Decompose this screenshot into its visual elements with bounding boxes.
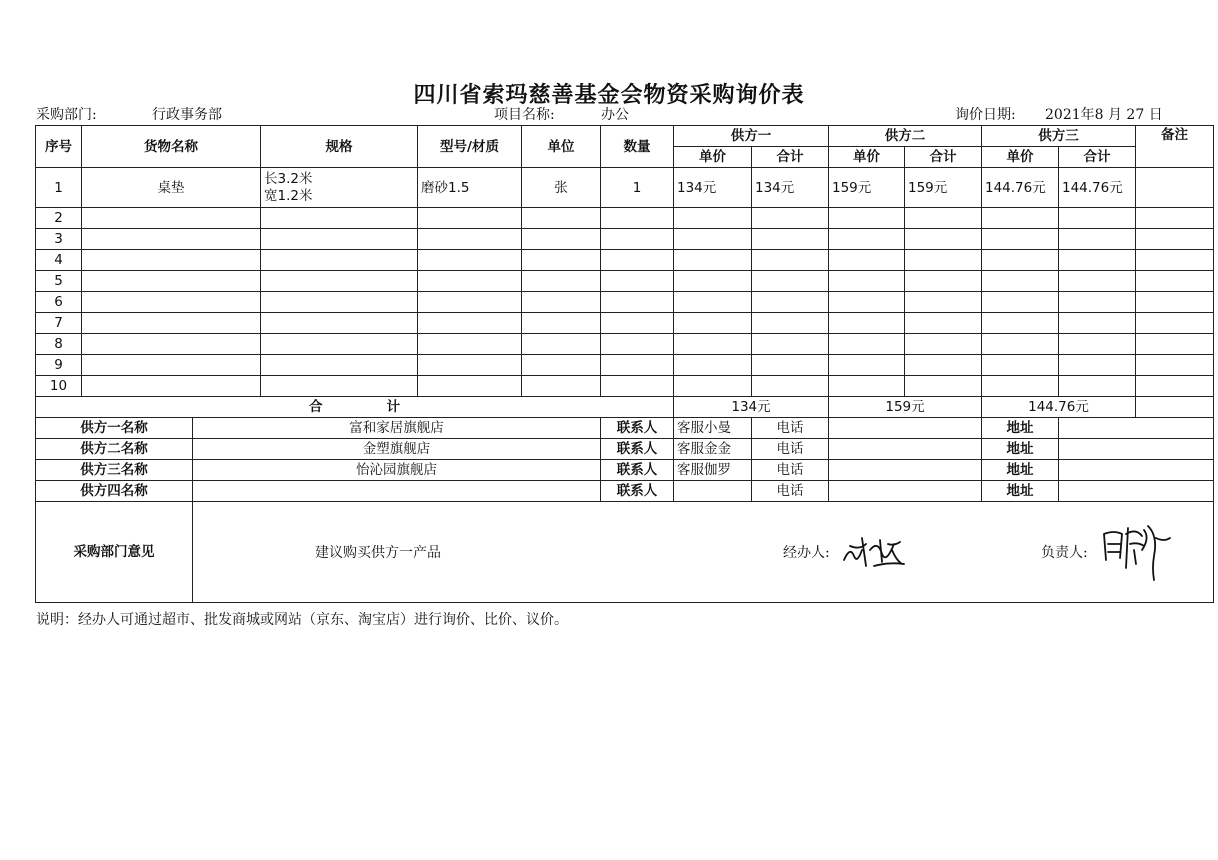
item-seq: 4 [36,250,82,271]
item-model [418,355,522,376]
project-value: 办公 [601,107,629,123]
phone-label: 电话 [752,418,829,439]
item-s1-price [674,292,752,313]
item-s1-price [674,355,752,376]
handler-signature [840,530,910,572]
totals-supplier-2: 159元 [829,397,982,418]
item-qty [601,334,674,355]
item-seq: 9 [36,355,82,376]
table-row [36,250,1214,271]
contact-label: 联系人 [601,439,674,460]
item-name [82,229,261,250]
table-row [36,334,1214,355]
item-name [82,208,261,229]
supplier-label: 供方三名称 [36,460,193,481]
project-label: 项目名称: [494,107,555,123]
item-s2-total [905,250,982,271]
header-supplier-1: 供方一 [674,126,829,147]
date-value: 2021年8 月 27 日 [1045,107,1163,123]
contact-value: 客服小曼 [674,418,752,439]
item-spec [261,229,418,250]
phone-value [829,418,982,439]
header-remark: 备注 [1136,126,1214,168]
item-s1-total [752,229,829,250]
item-unit [522,376,601,397]
opinion-label: 采购部门意见 [36,502,193,603]
item-model [418,250,522,271]
item-unit [522,313,601,334]
item-s1-total [752,271,829,292]
item-s3-price [982,229,1059,250]
supplier-row [36,481,1214,502]
item-s1-total [752,250,829,271]
item-s2-price [829,376,905,397]
address-value [1059,460,1214,481]
item-spec [261,208,418,229]
phone-label: 电话 [752,439,829,460]
item-remark [1136,271,1214,292]
address-label: 地址 [982,439,1059,460]
totals-remark [1136,397,1214,418]
item-s3-total [1059,271,1136,292]
item-s2-total [905,292,982,313]
item-remark [1136,313,1214,334]
item-spec [261,334,418,355]
supplier-label: 供方二名称 [36,439,193,460]
item-s2-total [905,313,982,334]
item-model: 磨砂1.5 [418,168,522,208]
item-s1-price: 134元 [674,168,752,208]
item-s3-price [982,334,1059,355]
item-s3-total [1059,208,1136,229]
item-unit [522,229,601,250]
item-s3-price [982,271,1059,292]
item-s2-price [829,334,905,355]
header-seq: 序号 [36,126,82,168]
form-title: 四川省索玛慈善基金会物资采购询价表 [413,82,805,108]
totals-label-char-2: 计 [386,399,400,415]
item-s1-total [752,376,829,397]
item-seq: 7 [36,313,82,334]
item-s1-price [674,250,752,271]
item-model [418,229,522,250]
manager-signature [1098,520,1178,586]
totals-row [36,397,1214,418]
item-remark [1136,168,1214,208]
item-qty: 1 [601,168,674,208]
dept-value: 行政事务部 [152,107,222,123]
header-s1-subtotal: 合计 [752,147,829,168]
phone-label: 电话 [752,481,829,502]
dept-label: 采购部门: [36,107,97,123]
item-remark [1136,250,1214,271]
item-s3-price: 144.76元 [982,168,1059,208]
header-s2-unit-price: 单价 [829,147,905,168]
item-seq: 3 [36,229,82,250]
item-name [82,313,261,334]
contact-label: 联系人 [601,460,674,481]
supplier-label: 供方四名称 [36,481,193,502]
item-s2-price [829,229,905,250]
header-s3-unit-price: 单价 [982,147,1059,168]
item-spec [261,313,418,334]
item-qty [601,229,674,250]
item-s2-price [829,271,905,292]
item-name [82,355,261,376]
item-s2-total [905,208,982,229]
item-spec-width: 宽1.2米 [264,187,313,204]
footnote: 说明：经办人可通过超市、批发商城或网站（京东、淘宝店）进行询价、比价、议价。 [36,612,568,628]
item-s2-price: 159元 [829,168,905,208]
address-value [1059,439,1214,460]
item-s1-price [674,334,752,355]
item-s1-price [674,313,752,334]
item-qty [601,271,674,292]
item-unit [522,334,601,355]
item-model [418,334,522,355]
item-s3-price [982,313,1059,334]
table-row [36,292,1214,313]
totals-label [36,397,674,418]
item-model [418,208,522,229]
phone-label: 电话 [752,460,829,481]
item-s2-price [829,355,905,376]
item-qty [601,292,674,313]
address-value [1059,418,1214,439]
item-qty [601,376,674,397]
item-s1-total [752,292,829,313]
table-row [36,168,1214,208]
phone-value [829,460,982,481]
header-supplier-3: 供方三 [982,126,1136,147]
supplier-row [36,460,1214,481]
item-unit [522,355,601,376]
item-s3-total [1059,376,1136,397]
item-s1-price [674,376,752,397]
item-qty [601,250,674,271]
item-s2-total [905,355,982,376]
item-spec [261,355,418,376]
item-seq: 1 [36,168,82,208]
item-model [418,271,522,292]
totals-supplier-1: 134元 [674,397,829,418]
item-spec [261,292,418,313]
item-qty [601,313,674,334]
supplier-name: 金塑旗舰店 [193,439,601,460]
header-name: 货物名称 [82,126,261,168]
contact-value: 客服金金 [674,439,752,460]
contact-value: 客服伽罗 [674,460,752,481]
item-s3-total [1059,292,1136,313]
item-name [82,250,261,271]
item-unit [522,250,601,271]
supplier-label: 供方一名称 [36,418,193,439]
item-unit: 张 [522,168,601,208]
item-seq: 8 [36,334,82,355]
header-model: 型号/材质 [418,126,522,168]
item-remark [1136,355,1214,376]
item-s2-total [905,271,982,292]
totals-label-char-1: 合 [309,399,323,415]
item-s3-price [982,376,1059,397]
supplier-name: 富和家居旗舰店 [193,418,601,439]
item-model [418,292,522,313]
address-label: 地址 [982,418,1059,439]
item-s2-total [905,376,982,397]
item-name [82,292,261,313]
item-s2-total [905,334,982,355]
item-seq: 6 [36,292,82,313]
address-label: 地址 [982,460,1059,481]
item-s1-total [752,355,829,376]
opinion-body [193,502,1214,603]
item-s2-total [905,229,982,250]
table-row [36,313,1214,334]
manager-label: 负责人: [1041,545,1088,561]
header-spec: 规格 [261,126,418,168]
header-s2-subtotal: 合计 [905,147,982,168]
item-s3-total [1059,334,1136,355]
item-spec [261,271,418,292]
item-s1-price [674,229,752,250]
table-row [36,376,1214,397]
table-row [36,355,1214,376]
item-model [418,376,522,397]
header-supplier-2: 供方二 [829,126,982,147]
phone-value [829,481,982,502]
opinion-text: 建议购买供方一产品 [315,545,441,561]
address-value [1059,481,1214,502]
item-remark [1136,292,1214,313]
header-s1-unit-price: 单价 [674,147,752,168]
item-s3-price [982,250,1059,271]
item-s2-price [829,208,905,229]
header-s3-subtotal: 合计 [1059,147,1136,168]
opinion-row [36,502,1214,603]
item-s2-price [829,292,905,313]
item-qty [601,355,674,376]
item-name [82,376,261,397]
item-s3-total [1059,313,1136,334]
item-s1-total [752,334,829,355]
item-remark [1136,334,1214,355]
item-s1-price [674,271,752,292]
supplier-row [36,439,1214,460]
contact-label: 联系人 [601,481,674,502]
item-s1-total [752,313,829,334]
item-spec-length: 长3.2米 [264,170,313,187]
phone-value [829,439,982,460]
address-label: 地址 [982,481,1059,502]
item-s1-total: 134元 [752,168,829,208]
item-name [82,271,261,292]
supplier-name: 怡沁园旗舰店 [193,460,601,481]
item-s3-total: 144.76元 [1059,168,1136,208]
item-s3-price [982,355,1059,376]
item-s3-total [1059,229,1136,250]
contact-label: 联系人 [601,418,674,439]
item-model [418,313,522,334]
item-seq: 5 [36,271,82,292]
item-unit [522,208,601,229]
item-remark [1136,208,1214,229]
item-s3-total [1059,355,1136,376]
item-s2-price [829,250,905,271]
item-s3-total [1059,250,1136,271]
inquiry-table [35,125,1214,603]
item-s3-price [982,208,1059,229]
table-row [36,229,1214,250]
supplier-name [193,481,601,502]
table-row [36,208,1214,229]
item-seq: 2 [36,208,82,229]
supplier-row [36,418,1214,439]
item-spec [261,168,418,208]
item-name: 桌垫 [82,168,261,208]
item-spec [261,250,418,271]
date-label: 询价日期: [955,107,1016,123]
item-s1-price [674,208,752,229]
item-unit [522,271,601,292]
header-qty: 数量 [601,126,674,168]
item-spec [261,376,418,397]
item-seq: 10 [36,376,82,397]
contact-value [674,481,752,502]
item-s3-price [982,292,1059,313]
handler-label: 经办人: [783,545,830,561]
totals-supplier-3: 144.76元 [982,397,1136,418]
header-unit: 单位 [522,126,601,168]
item-s1-total [752,208,829,229]
item-unit [522,292,601,313]
item-remark [1136,229,1214,250]
item-s2-total: 159元 [905,168,982,208]
table-row [36,271,1214,292]
item-name [82,334,261,355]
item-qty [601,208,674,229]
item-remark [1136,376,1214,397]
item-s2-price [829,313,905,334]
